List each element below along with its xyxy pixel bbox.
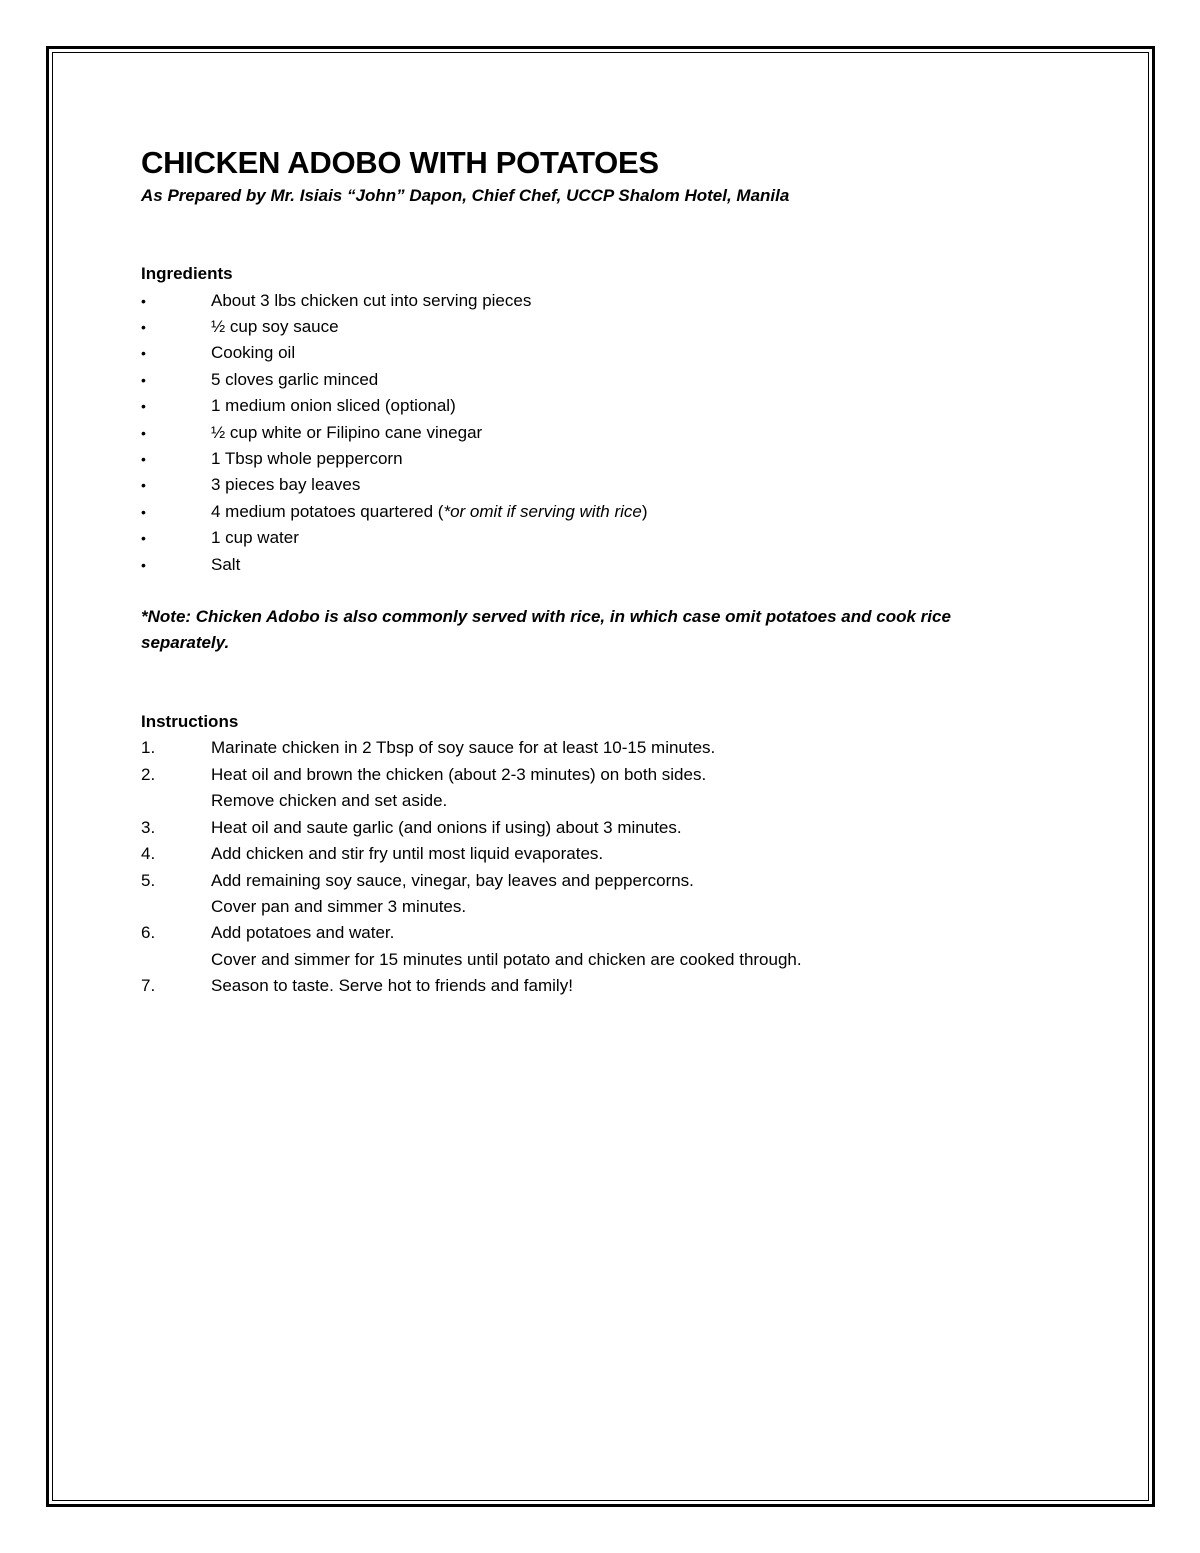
instruction-step — [141, 973, 1041, 999]
step-number: 6. — [141, 923, 156, 943]
recipe-subtitle: As Prepared by Mr. Isiais “John” Dapon, Chief Chef, UCCP Shalom Hotel, Manila — [141, 186, 790, 205]
ingredient-text: 1 Tbsp whole peppercorn — [211, 448, 403, 468]
ingredient-text: ½ cup soy sauce — [211, 316, 339, 336]
ingredient-item — [141, 314, 1041, 340]
bullet-icon: • — [141, 503, 146, 520]
bullet-icon: • — [141, 318, 146, 335]
ingredient-text: Salt — [211, 554, 241, 574]
step-number: 7. — [141, 976, 156, 996]
ingredient-text: About 3 lbs chicken cut into serving pieces — [211, 290, 532, 310]
step-number: 4. — [141, 844, 156, 864]
ingredient-text: 1 medium onion sliced (optional) — [211, 396, 456, 416]
ingredient-item — [141, 525, 1041, 551]
instruction-step — [141, 815, 1041, 841]
instruction-step — [141, 762, 1041, 815]
bullet-icon: • — [141, 345, 146, 362]
ingredients-heading: Ingredients — [141, 264, 233, 283]
step-text-continued: Cover and simmer for 15 minutes until potato and chicken are cooked through. — [211, 949, 802, 969]
bullet-icon: • — [141, 292, 146, 309]
ingredient-text-close: ) — [641, 501, 648, 521]
ingredient-text: Cooking oil — [211, 343, 296, 363]
instruction-step — [141, 841, 1041, 867]
step-number: 1. — [141, 738, 156, 758]
ingredient-item — [141, 446, 1041, 472]
ingredient-item-potatoes — [141, 499, 1041, 525]
ingredient-substitution-note: *or omit if serving with rice — [443, 501, 642, 521]
step-text: Add remaining soy sauce, vinegar, bay leaves and peppercorns. — [211, 870, 694, 890]
step-text: Heat oil and brown the chicken (about 2-3 minutes) on both sides. — [211, 764, 707, 784]
ingredient-text: ½ cup white or Filipino cane vinegar — [211, 422, 483, 442]
ingredient-item — [141, 288, 1041, 314]
ingredient-text: 5 cloves garlic minced — [211, 369, 379, 389]
step-number: 5. — [141, 870, 156, 890]
instructions-list — [141, 735, 1041, 999]
ingredient-item — [141, 340, 1041, 366]
ingredients-list — [141, 288, 1041, 578]
recipe-note: *Note: Chicken Adobo is also commonly served with rice, in which case omit potatoes and cook rice separately. — [141, 606, 951, 653]
step-text: Season to taste. Serve hot to friends and family! — [211, 976, 573, 996]
ingredient-item — [141, 552, 1041, 578]
step-text: Heat oil and saute garlic (and onions if using) about 3 minutes. — [211, 817, 682, 837]
bullet-icon: • — [141, 477, 146, 494]
step-text-continued: Cover pan and simmer 3 minutes. — [211, 896, 467, 916]
step-text: Add chicken and stir fry until most liquid evaporates. — [211, 844, 604, 864]
step-number: 3. — [141, 817, 156, 837]
ingredient-item — [141, 367, 1041, 393]
recipe-title: CHICKEN ADOBO WITH POTATOES — [141, 145, 659, 180]
bullet-icon: • — [141, 424, 146, 441]
instruction-step — [141, 735, 1041, 761]
ingredient-text: 3 pieces bay leaves — [211, 475, 361, 495]
recipe-document — [141, 143, 1041, 1000]
instructions-heading: Instructions — [141, 711, 239, 731]
instruction-step — [141, 920, 1041, 973]
ingredient-text: 1 cup water — [211, 528, 299, 548]
bullet-icon: • — [141, 371, 146, 388]
bullet-icon: • — [141, 450, 146, 467]
step-text: Marinate chicken in 2 Tbsp of soy sauce for at least 10-15 minutes. — [211, 738, 716, 758]
bullet-icon: • — [141, 398, 146, 415]
step-text-continued: Remove chicken and set aside. — [211, 791, 448, 811]
ingredient-item — [141, 393, 1041, 419]
bullet-icon: • — [141, 530, 146, 547]
ingredient-item — [141, 420, 1041, 446]
instruction-step — [141, 868, 1041, 921]
step-text: Add potatoes and water. — [211, 923, 395, 943]
ingredient-item — [141, 472, 1041, 498]
step-number: 2. — [141, 764, 156, 784]
bullet-icon: • — [141, 556, 146, 573]
ingredient-text: 4 medium potatoes quartered ( — [211, 501, 444, 521]
